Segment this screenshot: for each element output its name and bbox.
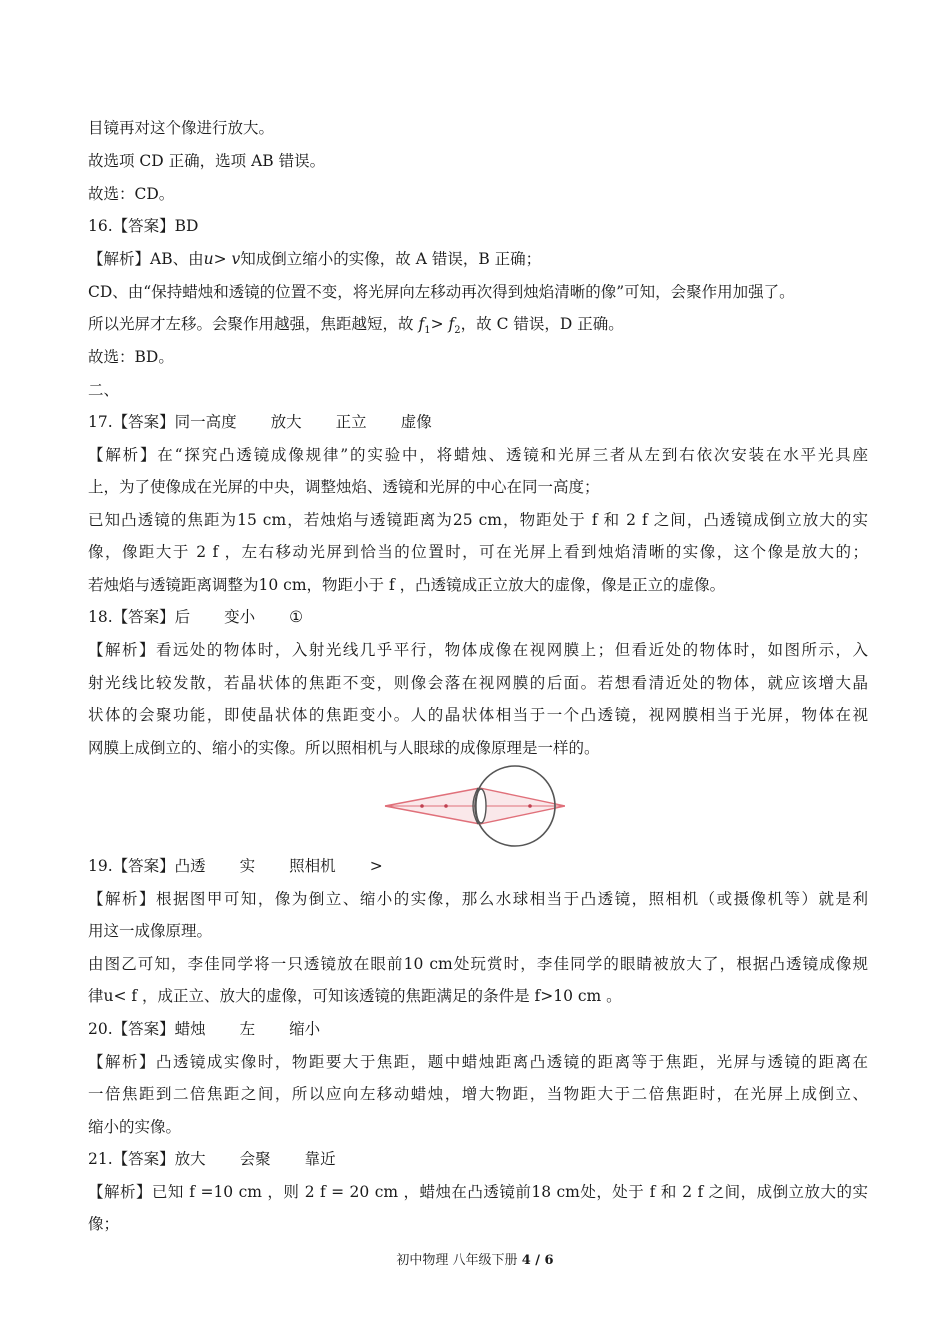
text-line: 故选项 CD 正确，选项 AB 错误。 bbox=[88, 152, 326, 170]
text-line: CD、由“保持蜡烛和透镜的位置不变，将光屏向左移动再次得到烛焰清晰的像”可知，会聚作用加强了。 bbox=[88, 283, 795, 301]
answer-16: 16.【答案】BD bbox=[88, 217, 199, 235]
text-line: 故选：BD。 bbox=[88, 348, 174, 366]
text-line: 【解析】凸透镜成实像时，物距要大于焦距，题中蜡烛距离凸透镜的距离等于焦距，光屏与透镜的距离在 bbox=[88, 1053, 868, 1071]
text-line: 状体的会聚功能，即使晶状体的焦距变小。人的晶状体相当于一个凸透镜，视网膜相当于光屏，物体在视 bbox=[88, 706, 868, 724]
text-line: 像，像距大于 2 f ，左右移动光屏到恰当的位置时，可在光屏上看到烛焰清晰的实像，这个像是放大的； bbox=[88, 543, 868, 561]
answer-19: 19.【答案】凸透 实 照相机 > bbox=[88, 857, 383, 875]
text-line: 律u< f ，成正立、放大的虚像，可知该透镜的焦距满足的条件是 f>10 cm 。 bbox=[88, 987, 622, 1005]
text-line: 网膜上成倒立的、缩小的实像。所以照相机与人眼球的成像原理是一样的。 bbox=[88, 739, 600, 757]
text-line: 由图乙可知，李佳同学将一只透镜放在眼前10 cm处玩赏时，李佳同学的眼睛被放大了，根据凸透镜成像规 bbox=[88, 955, 868, 973]
text-line: 【解析】已知 f =10 cm ，则 2 f = 20 cm ，蜡烛在凸透镜前18 cm处，处于 f 和 2 f 之间，成倒立放大的实 bbox=[88, 1183, 868, 1201]
text-line: 目镜再对这个像进行放大。 bbox=[88, 119, 275, 137]
text-line: 缩小的实像。 bbox=[88, 1118, 182, 1136]
answer-17: 17.【答案】同一高度 放大 正立 虚像 bbox=[88, 413, 432, 431]
answer-21: 21.【答案】放大 会聚 靠近 bbox=[88, 1150, 336, 1168]
text-line: 【解析】看远处的物体时，入射光线几乎平行，物体成像在视网膜上；但看近处的物体时，如图所示，入 bbox=[88, 641, 868, 659]
eye-lens-ray-diagram-icon bbox=[380, 758, 565, 848]
section-heading: 二、 bbox=[88, 381, 120, 399]
text-line: 像； bbox=[88, 1215, 120, 1233]
text-line: 用这一成像原理。 bbox=[88, 922, 213, 940]
text-line: 【解析】在“探究凸透镜成像规律”的实验中，将蜡烛、透镜和光屏三者从左到右依次安装在水平光具座 bbox=[88, 446, 868, 464]
text-line: 【解析】根据图甲可知，像为倒立、缩小的实像，那么水球相当于凸透镜，照相机（或摄像机等）就是利 bbox=[88, 890, 868, 908]
page-number: 4 / 6 bbox=[521, 1253, 554, 1268]
text-line: 故选：CD。 bbox=[88, 185, 175, 203]
answer-20: 20.【答案】蜡烛 左 缩小 bbox=[88, 1020, 321, 1038]
text-line: 射光线比较发散，若晶状体的焦距不变，则像会落在视网膜的后面。若想看清近处的物体，就应该增大晶 bbox=[88, 674, 868, 692]
analysis-16: 【解析】AB、由u> v知成倒立缩小的实像，故 A 错误，B 正确； bbox=[88, 250, 542, 268]
text-line: 上，为了使像成在光屏的中央，调整烛焰、透镜和光屏的中心在同一高度； bbox=[88, 478, 600, 496]
text-line: 已知凸透镜的焦距为15 cm，若烛焰与透镜距离为25 cm，物距处于 f 和 2 f 之间，凸透镜成倒立放大的实 bbox=[88, 511, 868, 529]
answer-18: 18.【答案】后 变小 ① bbox=[88, 608, 304, 626]
text-line: 所以光屏才左移。会聚作用越强，焦距越短，故 $f_1> f_2$，故 C 错误，D 正确。 bbox=[88, 315, 624, 337]
text-line: 若烛焰与透镜距离调整为10 cm，物距小于 f ，凸透镜成正立放大的虚像，像是正立的虚像。 bbox=[88, 576, 726, 594]
page-footer: 初中物理 八年级下册 4 / 6 bbox=[396, 1253, 554, 1268]
text-line: 一倍焦距到二倍焦距之间，所以应向左移动蜡烛，增大物距，当物距大于二倍焦距时，在光屏上成倒立、 bbox=[88, 1085, 868, 1103]
